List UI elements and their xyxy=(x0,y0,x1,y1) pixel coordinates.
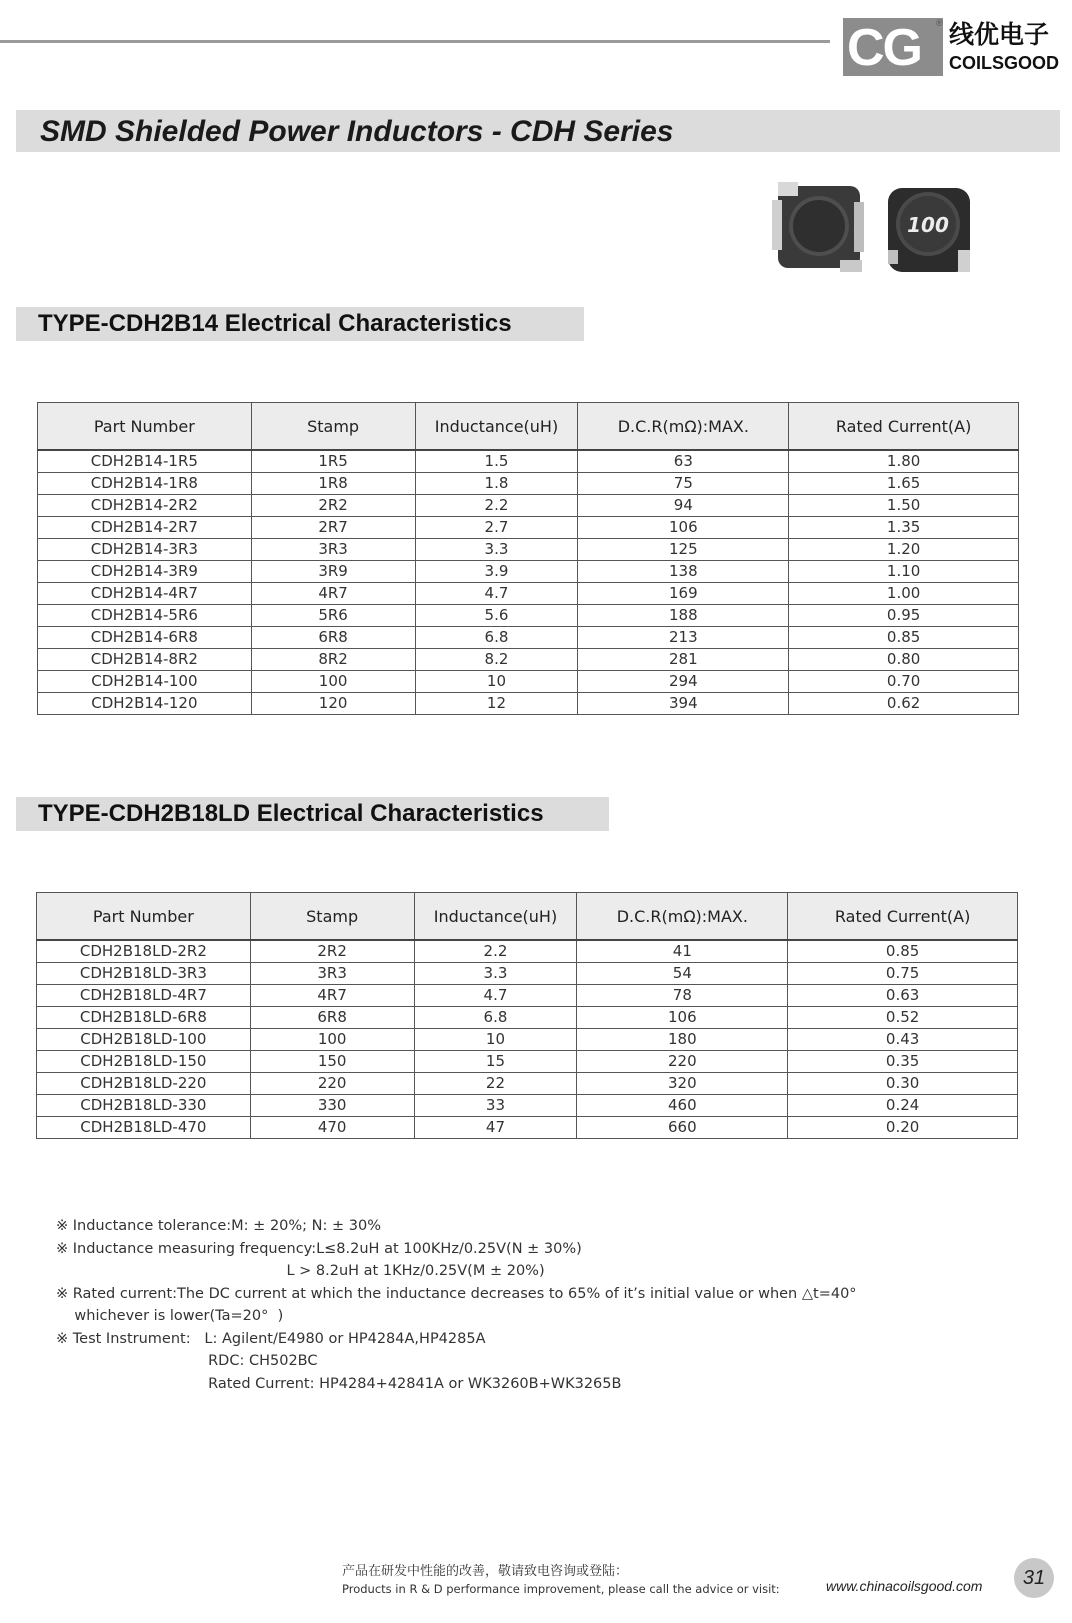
part-number-cell: CDH2B18LD-2R2 xyxy=(37,940,251,963)
rated-current-cell: 0.85 xyxy=(789,627,1019,649)
dcr-cell: 220 xyxy=(577,1051,788,1073)
column-header-inductance: Inductance(uH) xyxy=(415,403,578,451)
part-number-cell: CDH2B14-8R2 xyxy=(38,649,252,671)
section2-table xyxy=(36,892,1018,1139)
table-row xyxy=(37,1095,1018,1117)
rated-current-cell: 0.35 xyxy=(788,1051,1018,1073)
table-header-row xyxy=(37,893,1018,941)
note-line: whichever is lower(Ta=20° ) xyxy=(56,1308,284,1324)
section1-title: TYPE-CDH2B14 Electrical Characteristics xyxy=(38,310,512,337)
dcr-cell: 281 xyxy=(578,649,789,671)
column-header-part-number: Part Number xyxy=(37,893,251,941)
table-row xyxy=(38,539,1019,561)
part-number-cell: CDH2B18LD-6R8 xyxy=(37,1007,251,1029)
table-row xyxy=(38,561,1019,583)
stamp-cell: 4R7 xyxy=(250,985,414,1007)
stamp-cell: 1R5 xyxy=(251,450,415,473)
part-number-cell: CDH2B18LD-4R7 xyxy=(37,985,251,1007)
stamp-cell: 220 xyxy=(250,1073,414,1095)
brand-name-english: COILSGOOD xyxy=(949,53,1060,73)
dcr-cell: 188 xyxy=(578,605,789,627)
dcr-cell: 78 xyxy=(577,985,788,1007)
inductance-cell: 12 xyxy=(415,693,578,715)
column-header-stamp: Stamp xyxy=(250,893,414,941)
rated-current-cell: 1.80 xyxy=(789,450,1019,473)
inductance-cell: 8.2 xyxy=(415,649,578,671)
part-number-cell: CDH2B18LD-100 xyxy=(37,1029,251,1051)
stamp-cell: 120 xyxy=(251,693,415,715)
inductance-cell: 3.9 xyxy=(415,561,578,583)
inductance-cell: 3.3 xyxy=(415,539,578,561)
part-number-cell: CDH2B14-3R9 xyxy=(38,561,252,583)
table-header-row xyxy=(38,403,1019,451)
part-number-cell: CDH2B18LD-330 xyxy=(37,1095,251,1117)
table-row xyxy=(38,450,1019,473)
part-number-cell: CDH2B14-120 xyxy=(38,693,252,715)
part-number-cell: CDH2B14-6R8 xyxy=(38,627,252,649)
part-number-cell: CDH2B14-1R5 xyxy=(38,450,252,473)
stamp-cell: 1R8 xyxy=(251,473,415,495)
note-line: ※ Inductance tolerance:M: ± 20%; N: ± 30% xyxy=(56,1218,381,1234)
rated-current-cell: 1.10 xyxy=(789,561,1019,583)
inductance-cell: 4.7 xyxy=(415,583,578,605)
stamp-cell: 6R8 xyxy=(251,627,415,649)
dcr-cell: 125 xyxy=(578,539,789,561)
inductance-cell: 4.7 xyxy=(414,985,577,1007)
note-line: ※ Test Instrument: L: Agilent/E4980 or HP4284A,HP4285A xyxy=(56,1330,486,1347)
table-row xyxy=(38,605,1019,627)
dcr-cell: 41 xyxy=(577,940,788,963)
rated-current-cell: 1.50 xyxy=(789,495,1019,517)
rated-current-cell: 0.70 xyxy=(789,671,1019,693)
column-header-dcr: D.C.R(mΩ):MAX. xyxy=(577,893,788,941)
part-number-cell: CDH2B18LD-470 xyxy=(37,1117,251,1139)
stamp-cell: 2R7 xyxy=(251,517,415,539)
rated-current-cell: 0.62 xyxy=(789,693,1019,715)
part-number-cell: CDH2B14-2R7 xyxy=(38,517,252,539)
inductance-cell: 10 xyxy=(414,1029,577,1051)
column-header-stamp: Stamp xyxy=(251,403,415,451)
dcr-cell: 180 xyxy=(577,1029,788,1051)
rated-current-cell: 0.80 xyxy=(789,649,1019,671)
dcr-cell: 460 xyxy=(577,1095,788,1117)
inductance-cell: 15 xyxy=(414,1051,577,1073)
rated-current-cell: 0.30 xyxy=(788,1073,1018,1095)
part-number-cell: CDH2B18LD-220 xyxy=(37,1073,251,1095)
rated-current-cell: 0.24 xyxy=(788,1095,1018,1117)
dcr-cell: 138 xyxy=(578,561,789,583)
stamp-cell: 3R9 xyxy=(251,561,415,583)
table-row xyxy=(38,473,1019,495)
dcr-cell: 294 xyxy=(578,671,789,693)
dcr-cell: 106 xyxy=(577,1007,788,1029)
stamp-cell: 470 xyxy=(250,1117,414,1139)
stamp-cell: 100 xyxy=(251,671,415,693)
part-number-cell: CDH2B14-2R2 xyxy=(38,495,252,517)
stamp-cell: 3R3 xyxy=(251,539,415,561)
stamp-cell: 150 xyxy=(250,1051,414,1073)
section2-band xyxy=(16,797,609,831)
inductor-stamped-image xyxy=(888,188,970,272)
brand-logo xyxy=(843,18,1068,78)
stamp-cell: 2R2 xyxy=(250,940,414,963)
page-title: SMD Shielded Power Inductors - CDH Series xyxy=(40,115,674,148)
footer-website-link[interactable]: www.chinacoilsgood.com xyxy=(826,1578,983,1594)
stamp-cell: 8R2 xyxy=(251,649,415,671)
part-number-cell: CDH2B14-1R8 xyxy=(38,473,252,495)
inductance-cell: 1.5 xyxy=(415,450,578,473)
stamp-cell: 6R8 xyxy=(250,1007,414,1029)
rated-current-cell: 0.43 xyxy=(788,1029,1018,1051)
table-row xyxy=(37,1117,1018,1139)
dcr-cell: 169 xyxy=(578,583,789,605)
table-row xyxy=(38,693,1019,715)
section1-table xyxy=(37,402,1019,715)
dcr-cell: 94 xyxy=(578,495,789,517)
dcr-cell: 213 xyxy=(578,627,789,649)
rated-current-cell: 0.63 xyxy=(788,985,1018,1007)
table-row xyxy=(38,495,1019,517)
brand-name-chinese: 线优电子 xyxy=(949,20,1050,49)
table-row xyxy=(38,649,1019,671)
stamp-cell: 100 xyxy=(250,1029,414,1051)
table-row xyxy=(37,963,1018,985)
rated-current-cell: 1.20 xyxy=(789,539,1019,561)
table-row xyxy=(37,1051,1018,1073)
column-header-inductance: Inductance(uH) xyxy=(414,893,577,941)
inductance-cell: 6.8 xyxy=(414,1007,577,1029)
part-number-cell: CDH2B14-5R6 xyxy=(38,605,252,627)
dcr-cell: 106 xyxy=(578,517,789,539)
part-number-cell: CDH2B18LD-3R3 xyxy=(37,963,251,985)
rated-current-cell: 0.20 xyxy=(788,1117,1018,1139)
rated-current-cell: 1.65 xyxy=(789,473,1019,495)
inductor-top-view-image xyxy=(772,182,864,272)
table-row xyxy=(38,517,1019,539)
column-header-part-number: Part Number xyxy=(38,403,252,451)
inductance-cell: 2.2 xyxy=(414,940,577,963)
column-header-dcr: D.C.R(mΩ):MAX. xyxy=(578,403,789,451)
inductance-cell: 2.7 xyxy=(415,517,578,539)
inductance-cell: 33 xyxy=(414,1095,577,1117)
section2-title: TYPE-CDH2B18LD Electrical Characteristics xyxy=(38,800,544,827)
inductance-cell: 5.6 xyxy=(415,605,578,627)
inductance-cell: 47 xyxy=(414,1117,577,1139)
inductor-stamp-text: 100 xyxy=(907,213,949,237)
footer-english-text: Products in R & D performance improvement, please call the advice or visit: xyxy=(342,1582,780,1596)
part-number-cell: CDH2B14-4R7 xyxy=(38,583,252,605)
table-row xyxy=(38,583,1019,605)
inductance-cell: 1.8 xyxy=(415,473,578,495)
table-row xyxy=(38,627,1019,649)
rated-current-cell: 0.75 xyxy=(788,963,1018,985)
stamp-cell: 2R2 xyxy=(251,495,415,517)
dcr-cell: 75 xyxy=(578,473,789,495)
title-band xyxy=(16,110,1060,152)
dcr-cell: 63 xyxy=(578,450,789,473)
stamp-cell: 330 xyxy=(250,1095,414,1117)
notes-block xyxy=(56,1215,857,1395)
logo-letters: CG xyxy=(847,19,921,77)
part-number-cell: CDH2B14-100 xyxy=(38,671,252,693)
rated-current-cell: 1.35 xyxy=(789,517,1019,539)
footer-chinese-text: 产品在研发中性能的改善，敬请致电咨询或登陆： xyxy=(342,1564,629,1579)
table-row xyxy=(37,985,1018,1007)
registered-mark: ® xyxy=(936,18,943,28)
rated-current-cell: 0.85 xyxy=(788,940,1018,963)
product-photo xyxy=(770,180,1000,290)
note-line: Rated Current: HP4284+42841A or WK3260B+WK3265B xyxy=(56,1375,622,1392)
part-number-cell: CDH2B14-3R3 xyxy=(38,539,252,561)
note-line: ※ Inductance measuring frequency:L≤8.2uH at 100KHz/0.25V(N ± 30%) xyxy=(56,1240,582,1257)
logo-badge xyxy=(843,18,943,76)
table-row xyxy=(38,671,1019,693)
dcr-cell: 320 xyxy=(577,1073,788,1095)
column-header-rated-current: Rated Current(A) xyxy=(789,403,1019,451)
rated-current-cell: 0.52 xyxy=(788,1007,1018,1029)
table-row xyxy=(37,1029,1018,1051)
page-number: 31 xyxy=(1014,1558,1054,1598)
inductance-cell: 3.3 xyxy=(414,963,577,985)
section1-band xyxy=(16,307,584,341)
rated-current-cell: 1.00 xyxy=(789,583,1019,605)
dcr-cell: 394 xyxy=(578,693,789,715)
note-line: ※ Rated current:The DC current at which the inductance decreases to 65% of it’s initial value or when △t=40° xyxy=(56,1285,857,1302)
rated-current-cell: 0.95 xyxy=(789,605,1019,627)
inductance-cell: 2.2 xyxy=(415,495,578,517)
part-number-cell: CDH2B18LD-150 xyxy=(37,1051,251,1073)
dcr-cell: 54 xyxy=(577,963,788,985)
note-line: RDC: CH502BC xyxy=(56,1353,318,1369)
table-row xyxy=(37,1073,1018,1095)
inductance-cell: 22 xyxy=(414,1073,577,1095)
inductance-cell: 6.8 xyxy=(415,627,578,649)
stamp-cell: 5R6 xyxy=(251,605,415,627)
dcr-cell: 660 xyxy=(577,1117,788,1139)
stamp-cell: 4R7 xyxy=(251,583,415,605)
stamp-cell: 3R3 xyxy=(250,963,414,985)
note-line: L > 8.2uH at 1KHz/0.25V(M ± 20%) xyxy=(56,1263,545,1279)
table-row xyxy=(37,1007,1018,1029)
header-rule xyxy=(0,40,830,43)
column-header-rated-current: Rated Current(A) xyxy=(788,893,1018,941)
table-row xyxy=(37,940,1018,963)
inductance-cell: 10 xyxy=(415,671,578,693)
